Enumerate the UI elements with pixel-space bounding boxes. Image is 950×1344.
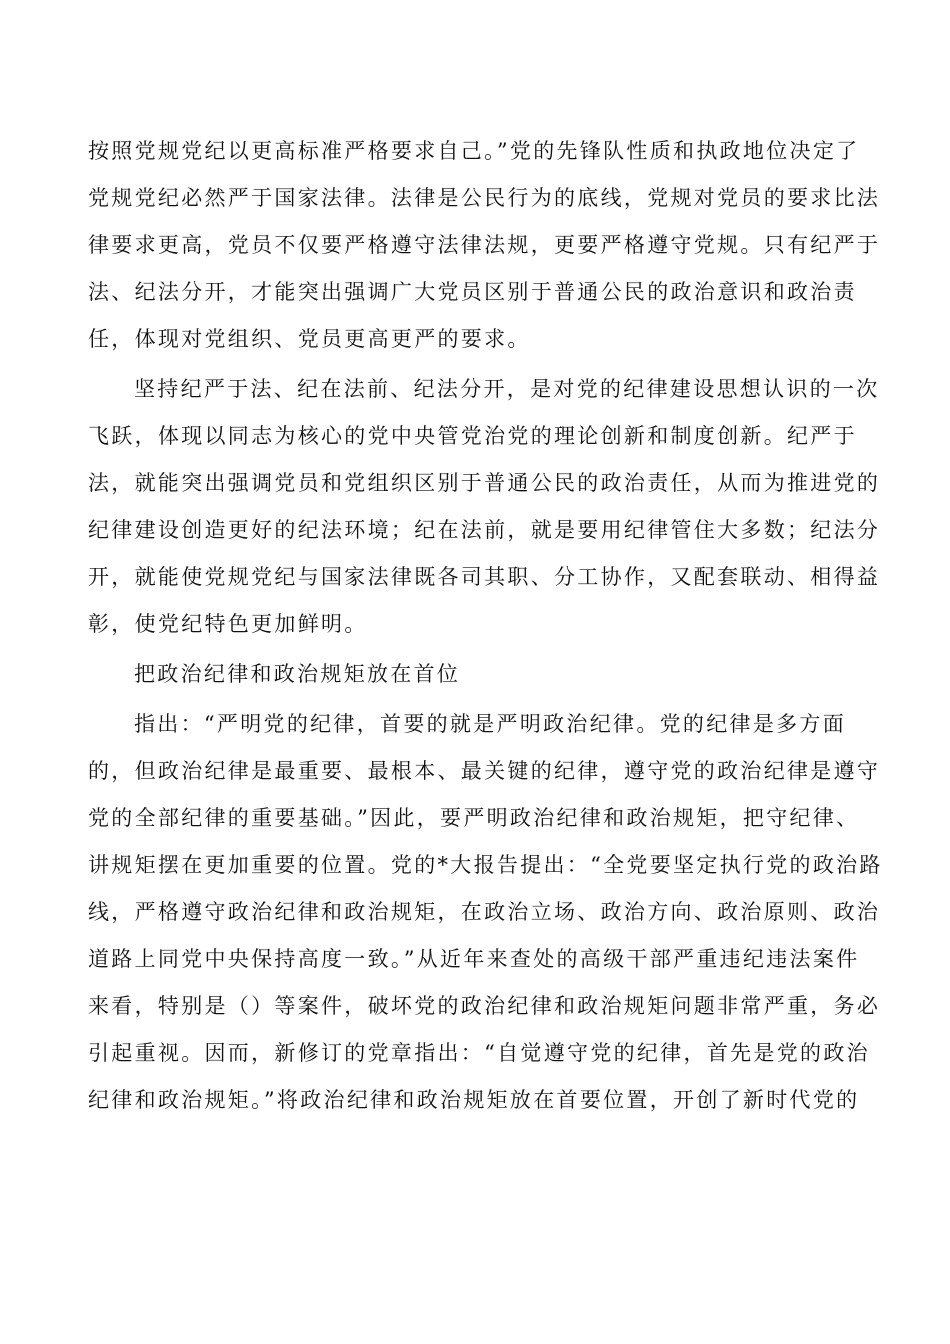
text-line: 党的全部纪律的重要基础。”因此，要严明政治纪律和政治规矩，把守纪律、 xyxy=(88,806,860,830)
text-line: 的，但政治纪律是最重要、最根本、最关键的纪律，遵守党的政治纪律是遵守 xyxy=(88,759,881,783)
text-line: 法，就能突出强调党员和党组织区别于普通公民的政治责任，从而为推进党的 xyxy=(88,471,881,495)
text-line: 指出：“严明党的纪律，首要的就是严明政治纪律。党的纪律是多方面 xyxy=(134,712,847,736)
text-line: 开，就能使党规党纪与国家法律既各司其职、分工协作，又配套联动、相得益 xyxy=(88,565,881,589)
document-body xyxy=(88,128,883,1124)
text-line: 道路上同党中央保持高度一致。”从近年来查处的高级干部严重违纪违法案件 xyxy=(88,947,860,971)
text-line: 飞跃，体现以同志为核心的党中央管党治党的理论创新和制度创新。纪严于 xyxy=(88,424,857,448)
text-line: 引起重视。因而，新修订的党章指出：“自觉遵守党的纪律，首先是党的政治 xyxy=(88,1041,870,1065)
text-line: 来看，特别是（）等案件，破坏党的政治纪律和政治规矩问题非常严重，务必 xyxy=(88,994,881,1018)
text-line: 讲规矩摆在更加重要的位置。党的*大报告提出：“全党要坚定执行党的政治路 xyxy=(88,853,883,877)
text-line: 律要求更高，党员不仅要严格遵守法律法规，更要严格遵守党规。只有纪严于 xyxy=(88,233,881,257)
text-line: 任，体现对党组织、党员更高更严的要求。 xyxy=(88,327,531,351)
text-line: 党规党纪必然严于国家法律。法律是公民行为的底线，党规对党员的要求比法 xyxy=(88,186,881,210)
text-line: 坚持纪严于法、纪在法前、纪法分开，是对党的纪律建设思想认识的一次 xyxy=(134,377,880,401)
paragraph-discipline-before-law xyxy=(88,366,881,648)
text-line: 纪律建设创造更好的纪法环境；纪在法前，就是要用纪律管住大多数；纪法分 xyxy=(88,518,881,542)
text-line: 彰，使党纪特色更加鲜明。 xyxy=(88,612,368,636)
text-line: 按照党规党纪以更高标准严格要求自己。”党的先锋队性质和执政地位决定了 xyxy=(88,139,860,163)
text-line: 法、纪法分开，才能突出强调广大党员区别于普通公民的政治意识和政治责 xyxy=(88,280,857,304)
section-heading-text: 把政治纪律和政治规矩放在首位 xyxy=(134,662,461,686)
text-line: 纪律和政治规矩。”将政治纪律和政治规矩放在首要位置，开创了新时代党的 xyxy=(88,1088,860,1112)
text-line: 线，严格遵守政治纪律和政治规矩，在政治立场、政治方向、政治原则、政治 xyxy=(88,900,881,924)
section-heading xyxy=(88,651,868,698)
paragraph-political-discipline xyxy=(88,701,883,1124)
paragraph-party-rules-stricter xyxy=(88,128,881,363)
